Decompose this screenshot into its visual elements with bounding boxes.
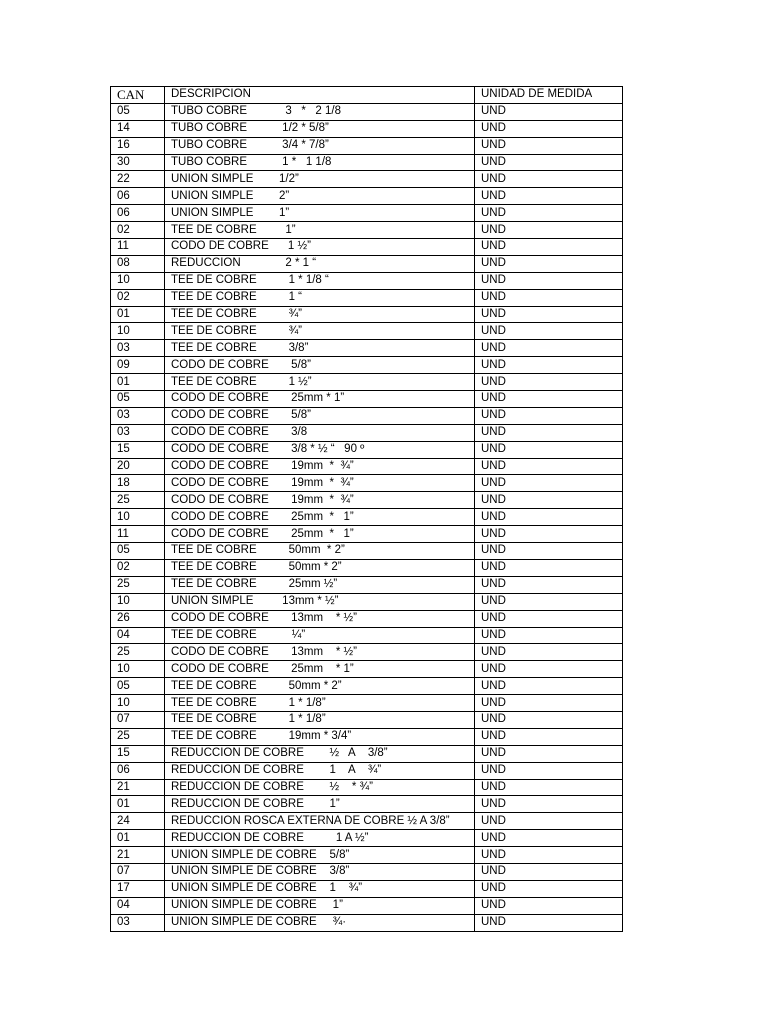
cell-descripcion: TEE DE COBRE 3/8” — [165, 340, 475, 357]
cell-unidad: UND — [475, 863, 623, 880]
cell-can: 03 — [111, 340, 165, 357]
table-row — [111, 728, 623, 745]
cell-descripcion: TUBO COBRE 1/2 * 5/8” — [165, 120, 475, 137]
cell-unidad: UND — [475, 526, 623, 543]
cell-can: 25 — [111, 576, 165, 593]
cell-unidad: UND — [475, 695, 623, 712]
cell-can: 30 — [111, 154, 165, 171]
cell-unidad: UND — [475, 120, 623, 137]
cell-can: 11 — [111, 239, 165, 256]
cell-unidad: UND — [475, 323, 623, 340]
cell-descripcion: REDUCCION DE COBRE ½ A 3/8” — [165, 745, 475, 762]
cell-descripcion: UNION SIMPLE 13mm * ½” — [165, 593, 475, 610]
cell-can: 10 — [111, 695, 165, 712]
cell-descripcion: TEE DE COBRE 1 ½” — [165, 374, 475, 391]
table-row — [111, 154, 623, 171]
cell-unidad: UND — [475, 847, 623, 864]
cell-descripcion: CODO DE COBRE 19mm * ¾” — [165, 475, 475, 492]
table-row — [111, 627, 623, 644]
cell-unidad: UND — [475, 407, 623, 424]
cell-unidad: UND — [475, 627, 623, 644]
table-row — [111, 391, 623, 408]
cell-descripcion: REDUCCION 2 * 1 “ — [165, 255, 475, 272]
table-row — [111, 847, 623, 864]
cell-unidad: UND — [475, 424, 623, 441]
table-row — [111, 374, 623, 391]
header-can: CAN — [111, 87, 165, 104]
cell-can: 16 — [111, 137, 165, 154]
cell-unidad: UND — [475, 880, 623, 897]
cell-unidad: UND — [475, 306, 623, 323]
table-row — [111, 407, 623, 424]
cell-can: 07 — [111, 863, 165, 880]
cell-can: 21 — [111, 847, 165, 864]
table-row — [111, 272, 623, 289]
cell-descripcion: CODO DE COBRE 19mm * ¾” — [165, 492, 475, 509]
table-row — [111, 880, 623, 897]
cell-unidad: UND — [475, 357, 623, 374]
cell-descripcion: CODO DE COBRE 13mm * ½” — [165, 644, 475, 661]
cell-descripcion: TUBO COBRE 3/4 * 7/8” — [165, 137, 475, 154]
table-row — [111, 813, 623, 830]
cell-unidad: UND — [475, 779, 623, 796]
cell-unidad: UND — [475, 914, 623, 931]
cell-can: 05 — [111, 678, 165, 695]
cell-unidad: UND — [475, 796, 623, 813]
cell-descripcion: REDUCCION DE COBRE 1 A ¾” — [165, 762, 475, 779]
materials-table — [110, 86, 623, 932]
table-row — [111, 239, 623, 256]
cell-can: 24 — [111, 813, 165, 830]
cell-unidad: UND — [475, 188, 623, 205]
cell-can: 01 — [111, 374, 165, 391]
table-row — [111, 661, 623, 678]
cell-descripcion: UNION SIMPLE 1/2” — [165, 171, 475, 188]
table-row — [111, 610, 623, 627]
header-descripcion: DESCRIPCION — [165, 87, 475, 104]
cell-unidad: UND — [475, 289, 623, 306]
table-row — [111, 171, 623, 188]
cell-can: 04 — [111, 627, 165, 644]
table-row — [111, 711, 623, 728]
table-row — [111, 695, 623, 712]
header-row — [111, 87, 623, 104]
cell-can: 02 — [111, 289, 165, 306]
cell-can: 15 — [111, 745, 165, 762]
cell-unidad: UND — [475, 610, 623, 627]
table-row — [111, 779, 623, 796]
cell-can: 01 — [111, 830, 165, 847]
cell-descripcion: TEE DE COBRE 1 * 1/8 “ — [165, 272, 475, 289]
table-row — [111, 830, 623, 847]
cell-can: 03 — [111, 407, 165, 424]
cell-can: 10 — [111, 593, 165, 610]
cell-unidad: UND — [475, 154, 623, 171]
cell-can: 20 — [111, 458, 165, 475]
cell-unidad: UND — [475, 813, 623, 830]
cell-descripcion: UNION SIMPLE DE COBRE 1 ¾” — [165, 880, 475, 897]
cell-descripcion: TEE DE COBRE 50mm * 2” — [165, 678, 475, 695]
cell-descripcion: TEE DE COBRE ¾” — [165, 306, 475, 323]
cell-unidad: UND — [475, 222, 623, 239]
cell-can: 02 — [111, 222, 165, 239]
table-row — [111, 897, 623, 914]
cell-descripcion: TEE DE COBRE 50mm * 2” — [165, 543, 475, 560]
cell-descripcion: UNION SIMPLE DE COBRE ¾· — [165, 914, 475, 931]
cell-descripcion: TEE DE COBRE ¼” — [165, 627, 475, 644]
cell-can: 03 — [111, 914, 165, 931]
cell-unidad: UND — [475, 644, 623, 661]
cell-unidad: UND — [475, 661, 623, 678]
cell-can: 05 — [111, 103, 165, 120]
table-row — [111, 593, 623, 610]
cell-unidad: UND — [475, 272, 623, 289]
cell-unidad: UND — [475, 103, 623, 120]
table-row — [111, 441, 623, 458]
cell-unidad: UND — [475, 830, 623, 847]
cell-unidad: UND — [475, 255, 623, 272]
cell-unidad: UND — [475, 391, 623, 408]
cell-descripcion: UNION SIMPLE 1” — [165, 205, 475, 222]
table-row — [111, 103, 623, 120]
table-row — [111, 289, 623, 306]
table-row — [111, 205, 623, 222]
table-row — [111, 357, 623, 374]
table-row — [111, 188, 623, 205]
cell-descripcion: REDUCCION DE COBRE 1” — [165, 796, 475, 813]
table-row — [111, 323, 623, 340]
cell-unidad: UND — [475, 678, 623, 695]
cell-unidad: UND — [475, 458, 623, 475]
cell-can: 15 — [111, 441, 165, 458]
cell-unidad: UND — [475, 374, 623, 391]
table-row — [111, 509, 623, 526]
cell-unidad: UND — [475, 593, 623, 610]
cell-unidad: UND — [475, 492, 623, 509]
cell-descripcion: TEE DE COBRE 19mm * 3/4” — [165, 728, 475, 745]
table-row — [111, 458, 623, 475]
cell-descripcion: CODO DE COBRE 25mm * 1” — [165, 509, 475, 526]
cell-can: 08 — [111, 255, 165, 272]
cell-descripcion: REDUCCION ROSCA EXTERNA DE COBRE ½ A 3/8” — [165, 813, 475, 830]
cell-can: 17 — [111, 880, 165, 897]
cell-unidad: UND — [475, 711, 623, 728]
cell-can: 18 — [111, 475, 165, 492]
cell-descripcion: CODO DE COBRE 13mm * ½” — [165, 610, 475, 627]
cell-descripcion: TEE DE COBRE 1 * 1/8” — [165, 711, 475, 728]
cell-descripcion: UNION SIMPLE DE COBRE 5/8” — [165, 847, 475, 864]
cell-can: 10 — [111, 272, 165, 289]
cell-descripcion: TEE DE COBRE ¾” — [165, 323, 475, 340]
cell-descripcion: CODO DE COBRE 5/8” — [165, 407, 475, 424]
cell-descripcion: CODO DE COBRE 25mm * 1” — [165, 526, 475, 543]
cell-can: 04 — [111, 897, 165, 914]
cell-descripcion: UNION SIMPLE DE COBRE 1” — [165, 897, 475, 914]
table-row — [111, 576, 623, 593]
cell-can: 25 — [111, 728, 165, 745]
table-row — [111, 762, 623, 779]
cell-descripcion: CODO DE COBRE 25mm * 1” — [165, 391, 475, 408]
cell-descripcion: TUBO COBRE 1 * 1 1/8 — [165, 154, 475, 171]
cell-can: 21 — [111, 779, 165, 796]
cell-descripcion: REDUCCION DE COBRE ½ * ¾” — [165, 779, 475, 796]
table-row — [111, 255, 623, 272]
table-row — [111, 137, 623, 154]
cell-unidad: UND — [475, 340, 623, 357]
cell-descripcion: UNION SIMPLE 2” — [165, 188, 475, 205]
cell-unidad: UND — [475, 762, 623, 779]
cell-unidad: UND — [475, 728, 623, 745]
cell-descripcion: CODO DE COBRE 19mm * ¾” — [165, 458, 475, 475]
cell-can: 06 — [111, 188, 165, 205]
cell-unidad: UND — [475, 475, 623, 492]
cell-descripcion: TEE DE COBRE 1” — [165, 222, 475, 239]
table-row — [111, 340, 623, 357]
cell-can: 05 — [111, 391, 165, 408]
cell-descripcion: TEE DE COBRE 50mm * 2” — [165, 559, 475, 576]
cell-unidad: UND — [475, 137, 623, 154]
table-row — [111, 475, 623, 492]
cell-unidad: UND — [475, 509, 623, 526]
cell-descripcion: CODO DE COBRE 1 ½” — [165, 239, 475, 256]
table-row — [111, 492, 623, 509]
cell-can: 01 — [111, 796, 165, 813]
cell-can: 25 — [111, 492, 165, 509]
table-body — [111, 103, 623, 931]
cell-unidad: UND — [475, 441, 623, 458]
cell-unidad: UND — [475, 745, 623, 762]
cell-can: 25 — [111, 644, 165, 661]
cell-descripcion: CODO DE COBRE 3/8 * ½ “ 90 º — [165, 441, 475, 458]
table-row — [111, 678, 623, 695]
cell-unidad: UND — [475, 576, 623, 593]
cell-unidad: UND — [475, 543, 623, 560]
cell-descripcion: UNION SIMPLE DE COBRE 3/8” — [165, 863, 475, 880]
table-row — [111, 914, 623, 931]
table-row — [111, 644, 623, 661]
cell-descripcion: TEE DE COBRE 1 “ — [165, 289, 475, 306]
table-row — [111, 424, 623, 441]
cell-unidad: UND — [475, 205, 623, 222]
table-row — [111, 120, 623, 137]
cell-can: 06 — [111, 762, 165, 779]
cell-unidad: UND — [475, 897, 623, 914]
cell-can: 10 — [111, 661, 165, 678]
cell-can: 22 — [111, 171, 165, 188]
cell-can: 07 — [111, 711, 165, 728]
table-row — [111, 559, 623, 576]
cell-unidad: UND — [475, 559, 623, 576]
cell-can: 09 — [111, 357, 165, 374]
cell-unidad: UND — [475, 171, 623, 188]
cell-can: 10 — [111, 509, 165, 526]
table-row — [111, 745, 623, 762]
cell-can: 02 — [111, 559, 165, 576]
cell-descripcion: TEE DE COBRE 1 * 1/8” — [165, 695, 475, 712]
cell-can: 26 — [111, 610, 165, 627]
table-row — [111, 306, 623, 323]
cell-can: 05 — [111, 543, 165, 560]
cell-can: 01 — [111, 306, 165, 323]
cell-can: 06 — [111, 205, 165, 222]
cell-can: 10 — [111, 323, 165, 340]
table-row — [111, 796, 623, 813]
cell-can: 03 — [111, 424, 165, 441]
table-row — [111, 543, 623, 560]
cell-can: 14 — [111, 120, 165, 137]
table-row — [111, 526, 623, 543]
cell-descripcion: TUBO COBRE 3 * 2 1/8 — [165, 103, 475, 120]
cell-descripcion: CODO DE COBRE 3/8 — [165, 424, 475, 441]
cell-descripcion: CODO DE COBRE 5/8” — [165, 357, 475, 374]
table-row — [111, 863, 623, 880]
cell-descripcion: TEE DE COBRE 25mm ½” — [165, 576, 475, 593]
cell-can: 11 — [111, 526, 165, 543]
table-row — [111, 222, 623, 239]
cell-descripcion: CODO DE COBRE 25mm * 1” — [165, 661, 475, 678]
cell-unidad: UND — [475, 239, 623, 256]
cell-descripcion: REDUCCION DE COBRE 1 A ½” — [165, 830, 475, 847]
header-unidad-de-medida: UNIDAD DE MEDIDA — [475, 87, 623, 104]
